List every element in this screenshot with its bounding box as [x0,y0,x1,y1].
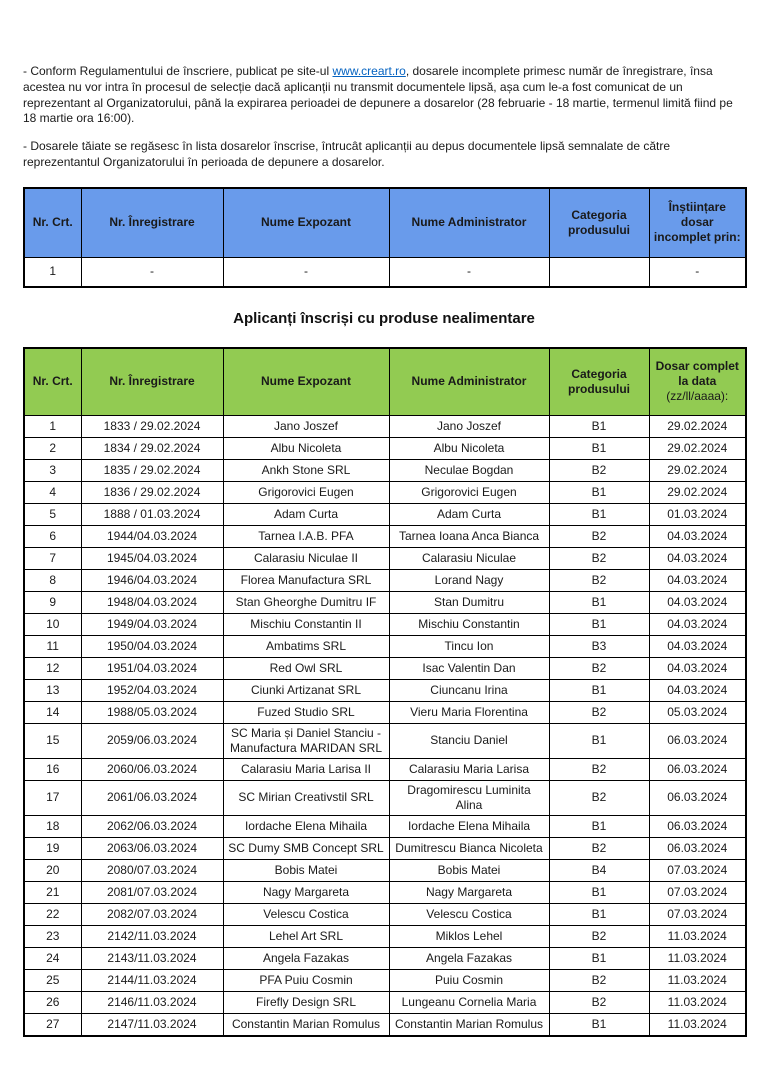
table-cell: B2 [549,780,649,815]
table-cell: 29.02.2024 [649,481,746,503]
table-cell: 11.03.2024 [649,991,746,1013]
table-cell: B2 [549,657,649,679]
table-cell: Bobis Matei [223,859,389,881]
table-cell: Jano Joszef [223,415,389,437]
table-cell: 2142/11.03.2024 [81,925,223,947]
table-cell: 2147/11.03.2024 [81,1013,223,1036]
header-row [24,348,746,416]
table-cell: 11.03.2024 [649,1013,746,1036]
table-cell: B1 [549,903,649,925]
table-cell: 23 [24,925,81,947]
table-cell: 1948/04.03.2024 [81,591,223,613]
table-row [24,780,746,815]
table-cell: B2 [549,758,649,780]
table-cell: 29.02.2024 [649,437,746,459]
table-cell: 2061/06.03.2024 [81,780,223,815]
table-cell: 18 [24,815,81,837]
table-cell: 15 [24,723,81,758]
table-cell: 21 [24,881,81,903]
table-cell: 04.03.2024 [649,591,746,613]
table-row [24,459,746,481]
table-cell: Adam Curta [223,503,389,525]
table-cell: 2060/06.03.2024 [81,758,223,780]
table-cell: 11.03.2024 [649,947,746,969]
table-cell: SC Mirian Creativstil SRL [223,780,389,815]
nealimentare-applicants-table [23,347,747,1037]
table-cell: 04.03.2024 [649,635,746,657]
table-row [24,437,746,459]
table-row [24,701,746,723]
table-cell: 06.03.2024 [649,723,746,758]
table-row [24,415,746,437]
table-row [24,481,746,503]
table-cell: 10 [24,613,81,635]
table-cell: Ankh Stone SRL [223,459,389,481]
table-cell: Iordache Elena Mihaila [389,815,549,837]
table-cell: B2 [549,969,649,991]
intro-paragraph-1-suffix: , dosarele incomplete primesc număr de înregistrare, însa acestea nu vor intra în procesul de selecție dacă aplicanții nu transmit documentele lipsă, așa cum le-a fost comunicat de un reprezentant al Organizatorului, până la expirarea perioadei de depunere a dosarelor (28 februarie - 18 martie, termenul limită fiind pe 18 martie ora 16:00). [23,64,733,126]
table-row [24,903,746,925]
table-cell: B2 [549,991,649,1013]
table-cell: Constantin Marian Romulus [223,1013,389,1036]
table-cell: 4 [24,481,81,503]
table-cell: 07.03.2024 [649,859,746,881]
table-cell: 11 [24,635,81,657]
table-cell: 2082/07.03.2024 [81,903,223,925]
table-cell: Dragomirescu Luminita Alina [389,780,549,815]
table-row [24,525,746,547]
table-cell: Ciunki Artizanat SRL [223,679,389,701]
table-cell: Mischiu Constantin II [223,613,389,635]
column-header: Nume Administrator [389,348,549,416]
table-cell: 2063/06.03.2024 [81,837,223,859]
column-header: Dosar complet la data (zz/ll/aaaa): [649,348,746,416]
table-cell: B1 [549,1013,649,1036]
column-header: Nr. Înregistrare [81,188,223,258]
table-cell: 1949/04.03.2024 [81,613,223,635]
table-cell: Tarnea I.A.B. PFA [223,525,389,547]
table-cell: 2146/11.03.2024 [81,991,223,1013]
table-cell: Lungeanu Cornelia Maria [389,991,549,1013]
table-cell: B1 [549,881,649,903]
table-cell: Red Owl SRL [223,657,389,679]
table-cell: 14 [24,701,81,723]
table-row [24,657,746,679]
table-cell: Lehel Art SRL [223,925,389,947]
table-cell: B4 [549,859,649,881]
table-cell: 2059/06.03.2024 [81,723,223,758]
table-cell: B1 [549,679,649,701]
table-cell: Miklos Lehel [389,925,549,947]
table-cell: 1952/04.03.2024 [81,679,223,701]
table-cell: Bobis Matei [389,859,549,881]
table-cell: 04.03.2024 [649,569,746,591]
table-cell: - [389,257,549,287]
table-cell: Iordache Elena Mihaila [223,815,389,837]
table-cell: B1 [549,591,649,613]
section-title: Aplicanți înscriși cu produse nealimentare [233,309,535,327]
intro-paragraph-1-prefix: - Conform Regulamentului de înscriere, publicat pe site-ul [23,64,333,78]
table-cell: 22 [24,903,81,925]
table-cell: 1835 / 29.02.2024 [81,459,223,481]
table-row [24,881,746,903]
table-cell: 1946/04.03.2024 [81,569,223,591]
table-cell: 1988/05.03.2024 [81,701,223,723]
table-cell: B1 [549,723,649,758]
incomplete-dossiers-table [23,187,747,288]
table-cell: B1 [549,437,649,459]
table-cell: Stan Dumitru [389,591,549,613]
table-row [24,679,746,701]
table-row [24,947,746,969]
table-row [24,1013,746,1036]
table-cell: 1833 / 29.02.2024 [81,415,223,437]
table-cell: 04.03.2024 [649,613,746,635]
table-cell: 07.03.2024 [649,903,746,925]
intro-paragraph-2: - Dosarele tăiate se regăsesc în lista dosarelor înscrise, întrucât aplicanții au depus documentele lipsă semnalate de către reprezentantul Organizatorului în perioada de depunere a dosarelor. [23,139,671,170]
column-header: Nume Expozant [223,348,389,416]
table-cell: 06.03.2024 [649,780,746,815]
table-cell: 11.03.2024 [649,969,746,991]
table-row [24,723,746,758]
table-cell: 3 [24,459,81,481]
column-header: Categoria produsului [549,348,649,416]
table-cell: 2062/06.03.2024 [81,815,223,837]
table-cell: 11.03.2024 [649,925,746,947]
table-cell: 1888 / 01.03.2024 [81,503,223,525]
table-cell: Dumitrescu Bianca Nicoleta [389,837,549,859]
column-header: Nume Administrator [389,188,549,258]
table-cell: Mischiu Constantin [389,613,549,635]
table-cell: 24 [24,947,81,969]
table-cell: 8 [24,569,81,591]
table-cell: Calarasiu Maria Larisa II [223,758,389,780]
table-cell: Velescu Costica [223,903,389,925]
table-cell: PFA Puiu Cosmin [223,969,389,991]
table-cell: Stanciu Daniel [389,723,549,758]
table-cell: Grigorovici Eugen [223,481,389,503]
table-cell: 1836 / 29.02.2024 [81,481,223,503]
table-cell: B1 [549,415,649,437]
table-cell: 9 [24,591,81,613]
table-row [24,257,746,287]
table-row [24,969,746,991]
table-cell: Ciuncanu Irina [389,679,549,701]
table-cell: 04.03.2024 [649,525,746,547]
table-cell: B2 [549,525,649,547]
table-row [24,503,746,525]
table-cell: 19 [24,837,81,859]
table-cell: 25 [24,969,81,991]
table-cell: B1 [549,947,649,969]
table-cell: 04.03.2024 [649,679,746,701]
table-cell: Isac Valentin Dan [389,657,549,679]
table-cell: Grigorovici Eugen [389,481,549,503]
table-cell: 26 [24,991,81,1013]
table-cell: Firefly Design SRL [223,991,389,1013]
table-row [24,569,746,591]
table-row [24,991,746,1013]
table-cell: B2 [549,925,649,947]
table-cell: Ambatims SRL [223,635,389,657]
table-cell: Tincu Ion [389,635,549,657]
table-cell: 17 [24,780,81,815]
table-cell: 6 [24,525,81,547]
table-cell: Angela Fazakas [223,947,389,969]
table-cell: - [649,257,746,287]
table-cell: 05.03.2024 [649,701,746,723]
column-header: Nr. Crt. [24,348,81,416]
table-cell: - [223,257,389,287]
table-cell: 06.03.2024 [649,758,746,780]
table-cell: 13 [24,679,81,701]
table-cell: Jano Joszef [389,415,549,437]
column-header: Nume Expozant [223,188,389,258]
table-cell: 5 [24,503,81,525]
table-cell: 2080/07.03.2024 [81,859,223,881]
table-cell: 27 [24,1013,81,1036]
table-cell: 1834 / 29.02.2024 [81,437,223,459]
table-cell: Velescu Costica [389,903,549,925]
table-cell: SC Dumy SMB Concept SRL [223,837,389,859]
table-cell: Stan Gheorghe Dumitru IF [223,591,389,613]
table-row [24,837,746,859]
table-cell: B2 [549,547,649,569]
table-cell: - [81,257,223,287]
table-cell: 1950/04.03.2024 [81,635,223,657]
intro-paragraph-1 [23,64,745,127]
table-cell: B1 [549,613,649,635]
table-cell: Nagy Margareta [389,881,549,903]
table-cell: 7 [24,547,81,569]
table-cell: Calarasiu Maria Larisa [389,758,549,780]
table-cell: 2081/07.03.2024 [81,881,223,903]
table-cell: 1944/04.03.2024 [81,525,223,547]
table-cell: 1945/04.03.2024 [81,547,223,569]
table-cell: Angela Fazakas [389,947,549,969]
table-cell: 04.03.2024 [649,547,746,569]
table-cell: Florea Manufactura SRL [223,569,389,591]
table-cell: 06.03.2024 [649,815,746,837]
table-cell: Calarasiu Niculae [389,547,549,569]
table-cell: B2 [549,837,649,859]
table-cell: 1 [24,415,81,437]
table-cell: Albu Nicoleta [389,437,549,459]
table-row [24,635,746,657]
table-cell: 2143/11.03.2024 [81,947,223,969]
table-cell: 1951/04.03.2024 [81,657,223,679]
table-cell: Adam Curta [389,503,549,525]
creart-link[interactable]: www.creart.ro [332,64,406,78]
table-cell: Puiu Cosmin [389,969,549,991]
table-cell: 06.03.2024 [649,837,746,859]
column-header: Înștiințare dosar incomplet prin: [649,188,746,258]
table-cell: Constantin Marian Romulus [389,1013,549,1036]
table-row [24,758,746,780]
table-cell: 16 [24,758,81,780]
table-cell: B1 [549,815,649,837]
table-cell: Neculae Bogdan [389,459,549,481]
column-header: Nr. Înregistrare [81,348,223,416]
table-cell: B2 [549,459,649,481]
table-cell: Fuzed Studio SRL [223,701,389,723]
table-cell: 29.02.2024 [649,459,746,481]
table-cell: Calarasiu Niculae II [223,547,389,569]
table-row [24,613,746,635]
table-row [24,925,746,947]
table-cell: 12 [24,657,81,679]
table-cell: 2 [24,437,81,459]
table-cell: B3 [549,635,649,657]
column-header: Nr. Crt. [24,188,81,258]
table-cell: Albu Nicoleta [223,437,389,459]
table-cell: 04.03.2024 [649,657,746,679]
column-header: Categoria produsului [549,188,649,258]
table-cell: Lorand Nagy [389,569,549,591]
table-cell: 20 [24,859,81,881]
table-cell: Vieru Maria Florentina [389,701,549,723]
header-row [24,188,746,258]
table-cell: Nagy Margareta [223,881,389,903]
table-cell: B2 [549,569,649,591]
table-cell: B1 [549,503,649,525]
table-cell: 2144/11.03.2024 [81,969,223,991]
table-cell: SC Maria și Daniel Stanciu - Manufactura MARIDAN SRL [223,723,389,758]
table-cell [549,257,649,287]
table-cell: 07.03.2024 [649,881,746,903]
table-cell: B2 [549,701,649,723]
table-cell: B1 [549,481,649,503]
table-cell: 01.03.2024 [649,503,746,525]
table-row [24,591,746,613]
table-row [24,815,746,837]
table-cell: Tarnea Ioana Anca Bianca [389,525,549,547]
table-cell: 1 [24,257,81,287]
table-cell: 29.02.2024 [649,415,746,437]
table-row [24,547,746,569]
table-row [24,859,746,881]
